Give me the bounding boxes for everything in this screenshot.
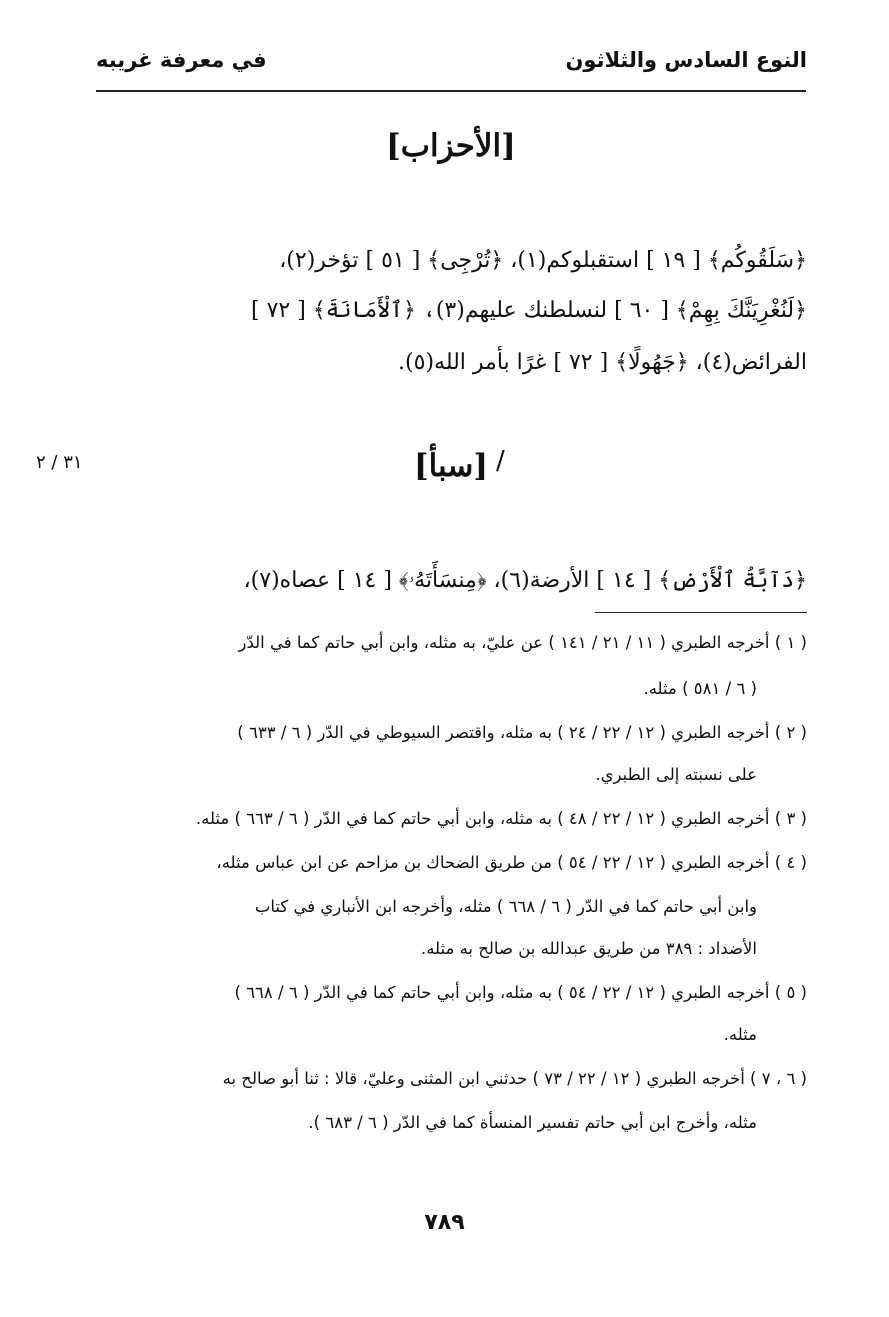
margin-reference: ٣١ / ٢ xyxy=(36,452,83,473)
body-line: الفرائض(٤)، ﴿جَهُولًا﴾ [ ٧٢ ] غرًا بأمر الله(٥). xyxy=(398,350,807,375)
running-header-chapter: النوع السادس والثلاثون xyxy=(565,48,807,72)
footnote-line: ( ٥ ) أخرجه الطبري ( ١٢ / ٢٢ / ٥٤ ) به مثله، وابن أبي حاتم كما في الدّر ( ٦ / ٦٦٨ ) xyxy=(234,983,807,1002)
footnote-line: ( ١ ) أخرجه الطبري ( ١١ / ٢١ / ١٤١ ) عن عليّ، به مثله، وابن أبي حاتم كما في الدّر xyxy=(238,633,807,652)
footnote-rule xyxy=(595,612,807,613)
running-header-topic: في معرفة غريبه xyxy=(96,48,267,72)
footnote-line: ( ٤ ) أخرجه الطبري ( ١٢ / ٢٢ / ٥٤ ) من طريق الضحاك بن مزاحم عن ابن عباس مثله، xyxy=(216,853,807,872)
footnote-line: الأضداد : ٣٨٩ من طريق عبدالله بن صالح به مثله. xyxy=(420,939,757,958)
body-line: ﴿لَنُغْرِيَنَّكَ بِهِمْ﴾ [ ٦٠ ] لنسلطنك عليهم(٣)، ﴿ٱلْأَمَانَةَ﴾ [ ٧٢ ] xyxy=(251,298,807,323)
footnote-line: ( ٦ ، ٧ ) أخرجه الطبري ( ١٢ / ٢٢ / ٧٣ ) حدثني ابن المثنى وعليّ، قالا : ثنا أبو صالح به xyxy=(222,1069,807,1088)
footnote-line: ( ٣ ) أخرجه الطبري ( ١٢ / ٢٢ / ٤٨ ) به مثله، وابن أبي حاتم كما في الدّر ( ٦ / ٦٦٣ ) مثله. xyxy=(195,809,807,828)
footnote-line: مثله، وأخرج ابن أبي حاتم تفسير المنسأة كما في الدّر ( ٦ / ٦٨٣ ). xyxy=(308,1113,757,1132)
footnote-line: مثله. xyxy=(723,1025,757,1044)
page-number: ٧٨٩ xyxy=(424,1210,465,1235)
footnote-line: ( ٦ / ٥٨١ ) مثله. xyxy=(643,679,757,698)
section-slash-mark: / xyxy=(496,446,505,476)
body-line: ﴿دَآبَّةُ ٱلْأَرْضِ﴾ [ ١٤ ] الأرضة(٦)، ﴿مِنسَأَتَهُۥ﴾ [ ١٤ ] عصاه(٧)، xyxy=(243,568,807,593)
section-title-saba: [سبأ] xyxy=(413,448,489,484)
body-line: ﴿سَلَقُوكُم﴾ [ ١٩ ] استقبلوكم(١)، ﴿تُرْجِى﴾ [ ٥١ ] تؤخر(٢)، xyxy=(279,248,807,273)
header-rule xyxy=(96,90,806,92)
footnote-line: وابن أبي حاتم كما في الدّر ( ٦ / ٦٦٨ ) مثله، وأخرجه ابن الأنباري في كتاب xyxy=(254,897,757,916)
footnote-line: على نسبته إلى الطبري. xyxy=(595,765,757,784)
section-title-ahzab: [الأحزاب] xyxy=(386,128,516,164)
footnote-line: ( ٢ ) أخرجه الطبري ( ١٢ / ٢٢ / ٢٤ ) به مثله، واقتصر السيوطي في الدّر ( ٦ / ٦٣٣ ) xyxy=(237,723,807,742)
